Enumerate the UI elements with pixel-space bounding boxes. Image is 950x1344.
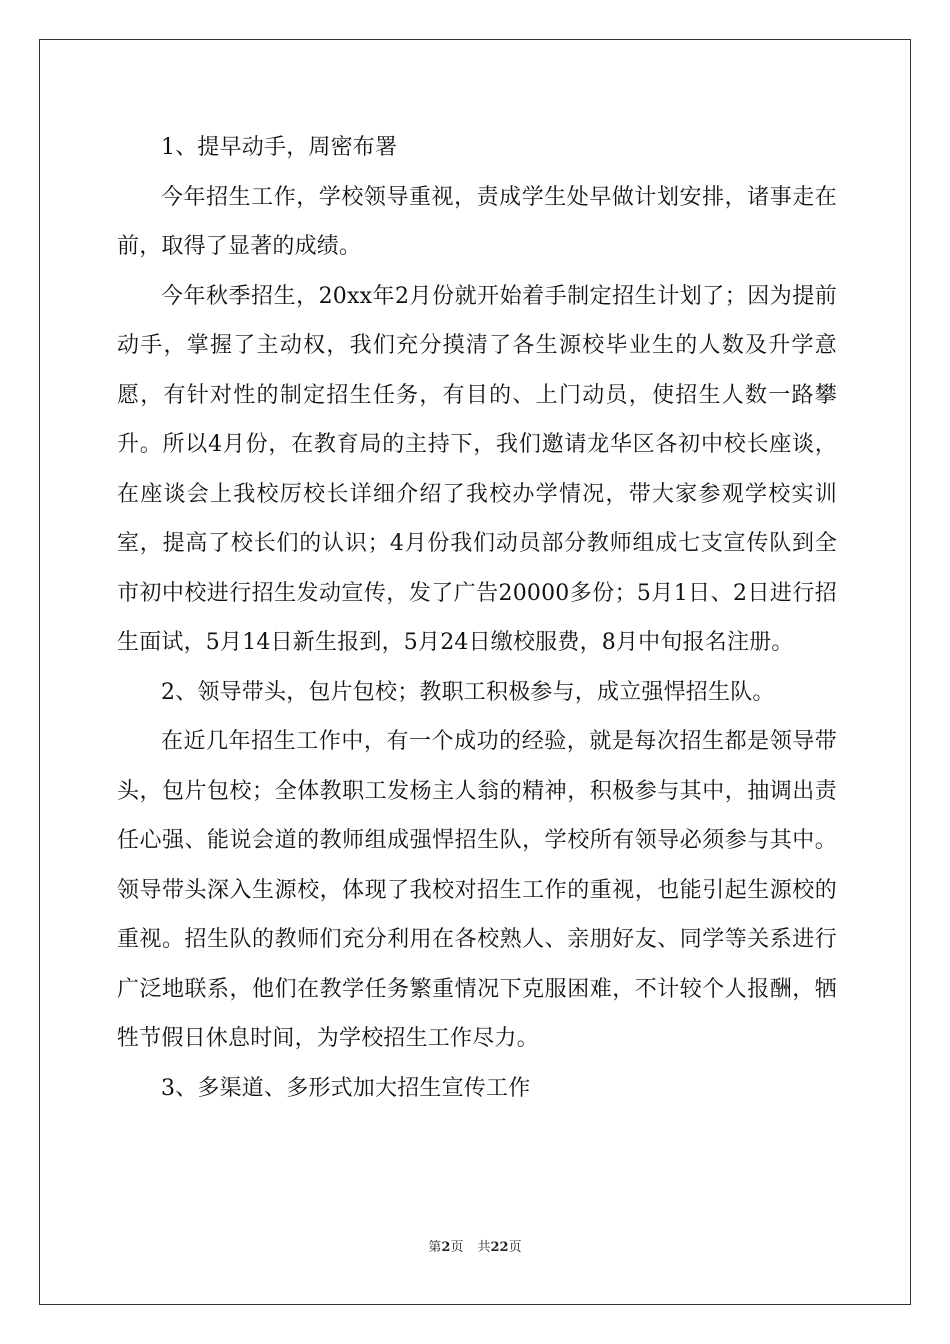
paragraph-2: 今年秋季招生，20xx年2月份就开始着手制定招生计划了；因为提前动手，掌握了主动权，我们充分摸清了各生源校毕业生的人数及升学意愿，有针对性的制定招生任务，有目的、上门动员，使招生人数一路攀升。所以4月份，在教育局的主持下，我们邀请龙华区各初中校长座谈，在座谈会上我校厉校长详细介绍了我校办学情况，带大家参观学校实训室，提高了校长们的认识；4月份我们动员部分教师组成七支宣传队到全市初中校进行招生发动宣传，发了广告20000多份；5月1日、2日进行招生面试，5月14日新生报到，5月24日缴校服费，8月中旬报名注册。 [117,283,837,655]
footer-total-suffix: 页 [508,1240,522,1255]
document-body [117,123,837,1113]
footer-page-prefix: 第 [428,1240,442,1255]
footer-page-suffix: 页 [450,1240,464,1255]
paragraph-heading-3: 3、多渠道、多形式加大招生宣传工作 [161,1075,531,1101]
paragraph-3: 在近几年招生工作中，有一个成功的经验，就是每次招生都是领导带头，包片包校；全体教职工发杨主人翁的精神，积极参与其中，抽调出责任心强、能说会道的教师组成强悍招生队，学校所有领导必须参与其中。领导带头深入生源校，体现了我校对招生工作的重视，也能引起生源校的重视。招生队的教师们充分利用在各校熟人、亲朋好友、同学等关系进行广泛地联系，他们在教学任务繁重情况下克服困难，不计较个人报酬，牺牲节假日休息时间，为学校招生工作尽力。 [117,729,837,1051]
footer-total-prefix: 共 [477,1240,491,1255]
page-footer [0,1236,950,1255]
paragraph-heading-2: 2、领导带头，包片包校；教职工积极参与，成立强悍招生队。 [161,679,775,705]
footer-total-pages: 22 [490,1240,509,1255]
paragraph-1: 今年招生工作，学校领导重视，责成学生处早做计划安排，诸事走在前，取得了显著的成绩。 [117,184,837,259]
paragraph-heading-1: 1、提早动手，周密布署 [161,135,398,160]
footer-page-number: 2 [441,1240,451,1255]
